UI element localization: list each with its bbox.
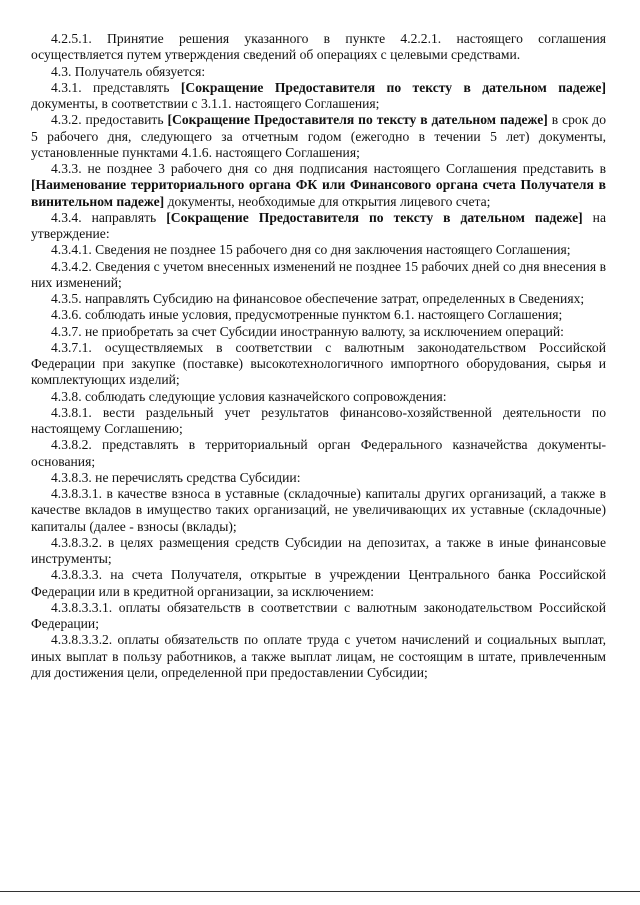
paragraph-4-3-7: 4.3.7. не приобретать за счет Субсидии иностранную валюту, за исключением операций:: [51, 323, 564, 339]
paragraph-4-3-3: 4.3.3. не позднее 3 рабочего дня со дня подписания настоящего Соглашения представить в [Наименование территориального органа ФК или Финансового органа счета Получателя в винительном падеже] документы, необходимые для открытия лицевого счета;: [31, 161, 606, 209]
paragraph-4-3-8-3-3-2: 4.3.8.3.3.2. оплаты обязательств по оплате труда с учетом начислений и социальных выплат, иных выплат в пользу работников, а также выплат лицам, не состоящим в штате, привлеченным для достижения цели, определенной при предоставлении Субсидии;: [31, 632, 606, 680]
paragraph-4-3-8-3: 4.3.8.3. не перечислять средства Субсидии:: [51, 469, 301, 485]
paragraph-4-2-5-1: 4.2.5.1. Принятие решения указанного в пункте 4.2.2.1. настоящего соглашения осуществляется путем утверждения сведений об операциях с целевыми средствами.: [31, 31, 606, 63]
paragraph-4-3-8-3-3-1: 4.3.8.3.3.1. оплаты обязательств в соответствии с валютным законодательством Российской Федерации;: [31, 599, 606, 631]
placeholder-bold: [Наименование территориального органа ФК или Финансового органа счета Получателя в винительном падеже]: [31, 177, 606, 209]
placeholder-bold: [Сокращение Предоставителя по тексту в дательном падеже]: [180, 79, 606, 95]
paragraph-4-3-8-3-2: 4.3.8.3.2. в целях размещения средств Субсидии на депозитах, а также в иные финансовые инструменты;: [31, 534, 606, 566]
page-bottom-rule: [0, 891, 640, 892]
paragraph-4-3-8-3-3: 4.3.8.3.3. на счета Получателя, открытые в учреждении Центрального банка Российской Федерации или в кредитной организации, за исключением:: [31, 567, 606, 599]
paragraph-4-3-1: 4.3.1. представлять [Сокращение Предоставителя по тексту в дательном падеже] документы, в соответствии с 3.1.1. настоящего Соглашения;: [31, 79, 606, 111]
paragraph-4-3-6: 4.3.6. соблюдать иные условия, предусмотренные пунктом 6.1. настоящего Соглашения;: [51, 307, 563, 323]
paragraph-4-3-2: 4.3.2. предоставить [Сокращение Предоставителя по тексту в дательном падеже] в срок до 5 рабочего дня, следующего за отчетным годом (ежегодно в течении 5 лет) документы, установленные пунктами 4.1.6. настоящего Соглашения;: [31, 112, 607, 160]
document-page: [31, 31, 606, 681]
paragraph-4-3-8-3-1: 4.3.8.3.1. в качестве взноса в уставные (складочные) капиталы других организаций, а также в качестве вкладов в имущество таких организаций, не увеличивающих их уставные (складочные) капиталы (далее - взносы (вклады);: [31, 486, 606, 534]
paragraph-4-3-8-2: 4.3.8.2. представлять в территориальный орган Федерального казначейства документы-основания;: [31, 437, 606, 469]
paragraph-4-3-4-1: 4.3.4.1. Сведения не позднее 15 рабочего дня со дня заключения настоящего Соглашения;: [51, 242, 571, 258]
paragraph-4-3-5: 4.3.5. направлять Субсидию на финансовое обеспечение затрат, определенных в Сведениях;: [51, 291, 585, 306]
paragraph-4-3-4: 4.3.4. направлять [Сокращение Предоставителя по тексту в дательном падеже] на утверждение:: [31, 209, 606, 241]
paragraph-4-3-8: 4.3.8. соблюдать следующие условия казначейского сопровождения:: [51, 388, 447, 404]
placeholder-bold: [Сокращение Предоставителя по тексту в дательном падеже]: [167, 112, 548, 128]
paragraph-4-3-4-2: 4.3.4.2. Сведения с учетом внесенных изменений не позднее 15 рабочих дней со дня внесения в них изменений;: [31, 258, 606, 290]
paragraph-4-3-7-1: 4.3.7.1. осуществляемых в соответствии с валютным законодательством Российской Федерации при закупке (поставке) высокотехнологичного импортного оборудования, сырья и комплектующих изделий;: [31, 339, 606, 388]
placeholder-bold: [Сокращение Предоставителя по тексту в дательном падеже]: [166, 209, 583, 225]
paragraph-4-3-8-1: 4.3.8.1. вести раздельный учет результатов финансово-хозяйственной деятельности по настоящему Соглашению;: [31, 404, 606, 436]
paragraph-4-3: 4.3. Получатель обязуется:: [51, 63, 206, 79]
